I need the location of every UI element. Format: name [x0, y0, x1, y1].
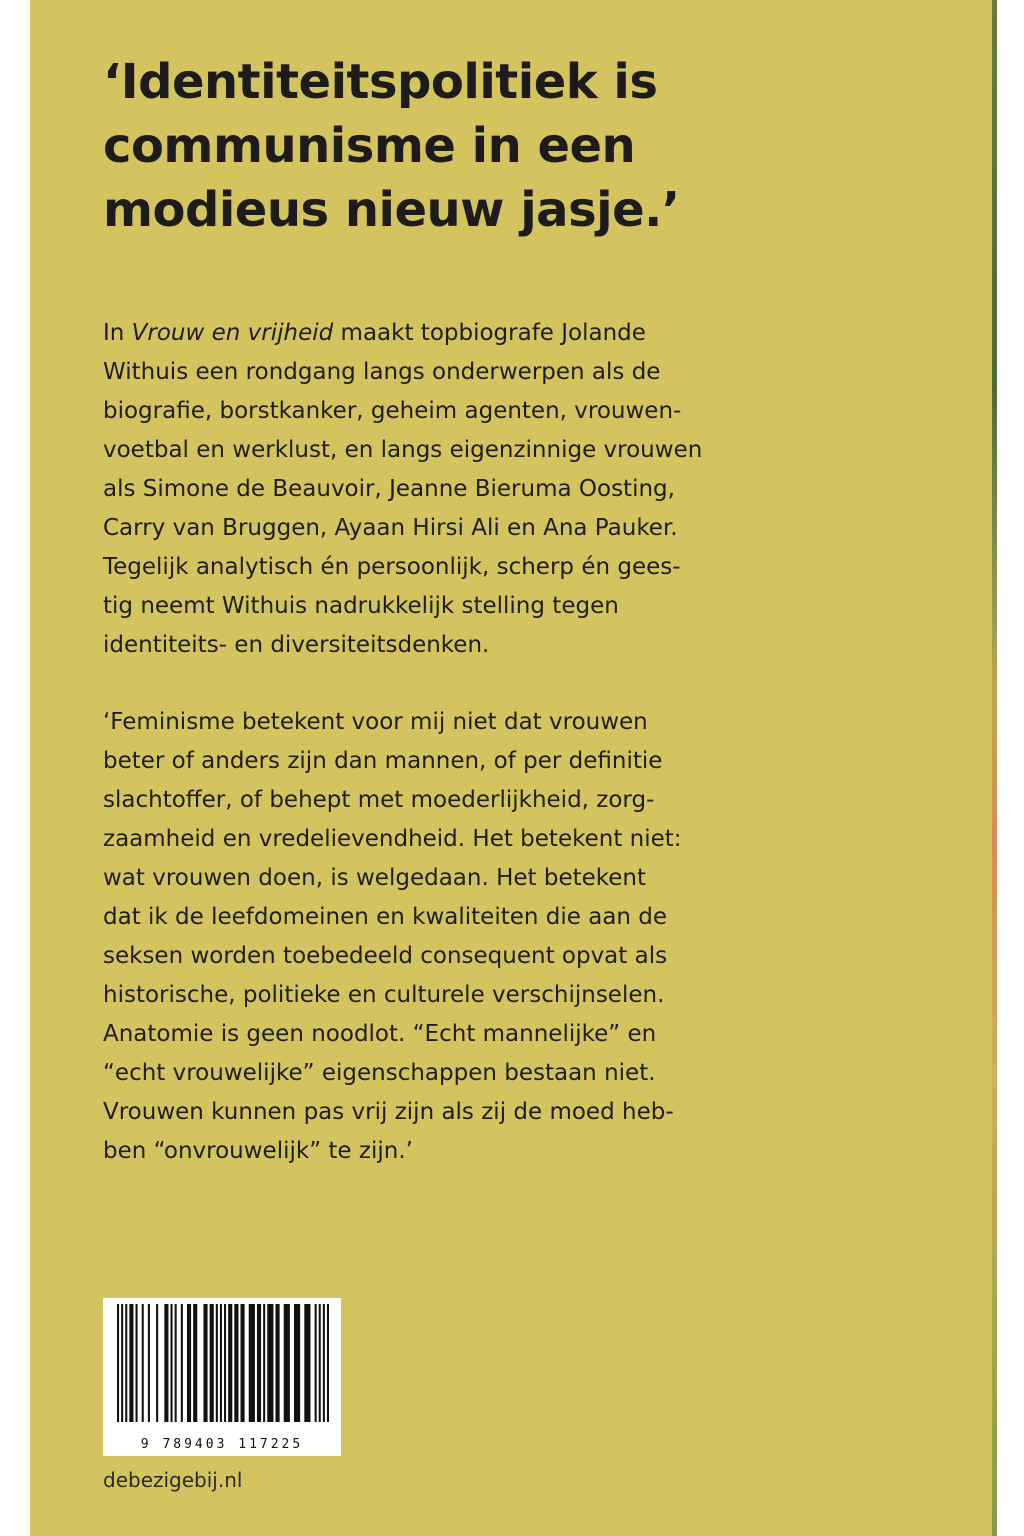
- quote-line: dat ik de leefdomeinen en kwaliteiten die aan de: [103, 904, 668, 930]
- barcode-bar: [193, 1304, 197, 1422]
- blurb-prefix: In: [103, 320, 132, 346]
- barcode-bar: [323, 1304, 325, 1422]
- quote-line: ‘Feminisme betekent voor mij niet dat vrouwen: [103, 709, 648, 735]
- quote-line: wat vrouwen doen, is welgedaan. Het betekent: [103, 865, 647, 891]
- quote-line: Anatomie is geen noodlot. “Echt mannelijke” en: [103, 1021, 657, 1047]
- quote-line: zaamheid en vredelievendheid. Het betekent niet:: [103, 826, 682, 852]
- barcode-bar: [220, 1304, 222, 1422]
- quote-line: Vrouwen kunnen pas vrij zijn als zij de moed heb-: [103, 1099, 674, 1125]
- barcode-bar: [210, 1304, 214, 1422]
- quote-line: slachtoffer, of behept met moederlijkheid, zorg-: [103, 787, 655, 813]
- barcode-bar: [125, 1304, 127, 1422]
- barcode-bar: [228, 1304, 232, 1422]
- book-title: Vrouw en vrijheid: [131, 320, 334, 346]
- blurb-suffix: maakt topbiografe Jolande: [333, 320, 646, 346]
- isbn-number: 9 789403 117225: [140, 1437, 304, 1452]
- barcode-bar: [156, 1304, 158, 1422]
- spine-edge: [992, 0, 997, 1536]
- barcode-bar: [263, 1304, 265, 1422]
- blurb-line: biografie, borstkanker, geheim agenten, vrouwen-: [103, 398, 682, 424]
- barcode-bar: [304, 1304, 310, 1422]
- blurb-paragraph: [103, 314, 843, 665]
- barcode-bar: [284, 1304, 290, 1422]
- barcode-bar: [181, 1304, 183, 1422]
- quote-line: ben “onvrouwelijk” te zijn.’: [103, 1138, 413, 1164]
- quote-paragraph: [103, 703, 843, 1171]
- barcode-bar: [129, 1304, 133, 1422]
- barcode-bar: [327, 1304, 329, 1422]
- barcode-bar: [136, 1304, 138, 1422]
- blurb-line: voetbal en werklust, en langs eigenzinnige vrouwen: [103, 437, 703, 463]
- barcode-bar: [319, 1304, 321, 1422]
- barcode-bar: [234, 1304, 238, 1422]
- barcode-bar: [175, 1304, 177, 1422]
- barcode-bar: [267, 1304, 273, 1422]
- headline-line: modieus nieuw jasje.’: [103, 182, 680, 238]
- blurb-line: Carry van Bruggen, Ayaan Hirsi Ali en Ana Pauker.: [103, 515, 678, 541]
- blurb-line: tig neemt Withuis nadrukkelijk stelling tegen: [103, 593, 619, 619]
- barcode-bar: [142, 1304, 144, 1422]
- headline-line: communisme in een: [103, 118, 636, 174]
- barcode-bar: [117, 1304, 119, 1422]
- quote-line: seksen worden toebedeeld consequent opvat als: [103, 943, 668, 969]
- barcode-bars: [103, 1298, 341, 1428]
- barcode-bar: [241, 1304, 245, 1422]
- barcode-bar: [257, 1304, 261, 1422]
- publisher-website: debezigebij.nl: [103, 1468, 243, 1492]
- barcode-bar: [171, 1304, 173, 1422]
- blurb-line: Withuis een rondgang langs onderwerpen als de: [103, 359, 661, 385]
- quote-line: beter of anders zijn dan mannen, of per definitie: [103, 748, 663, 774]
- barcode-bar: [294, 1304, 300, 1422]
- quote-line: “echt vrouwelijke” eigenschappen bestaan niet.: [103, 1060, 656, 1086]
- barcode-bar: [187, 1304, 191, 1422]
- blurb-line: identiteits- en diversiteitsdenken.: [103, 632, 490, 658]
- barcode-bar: [224, 1304, 226, 1422]
- quote-line: historische, politieke en culturele verschijnselen.: [103, 982, 665, 1008]
- barcode-bar: [148, 1304, 150, 1422]
- barcode-bar: [203, 1304, 207, 1422]
- barcode-bar: [249, 1304, 255, 1422]
- barcode-bar: [216, 1304, 218, 1422]
- headline-line: ‘Identiteitspolitiek is: [103, 54, 658, 110]
- barcode-bar: [121, 1304, 123, 1422]
- barcode-bar: [275, 1304, 279, 1422]
- barcode-bar: [164, 1304, 168, 1422]
- isbn-barcode: [103, 1298, 341, 1456]
- blurb-line: als Simone de Beauvoir, Jeanne Bieruma Oosting,: [103, 476, 675, 502]
- blurb-line: Tegelijk analytisch én persoonlijk, scherp én gees-: [103, 554, 681, 580]
- headline-quote: [103, 50, 823, 242]
- barcode-bar: [315, 1304, 317, 1422]
- blurb-line: [103, 314, 843, 353]
